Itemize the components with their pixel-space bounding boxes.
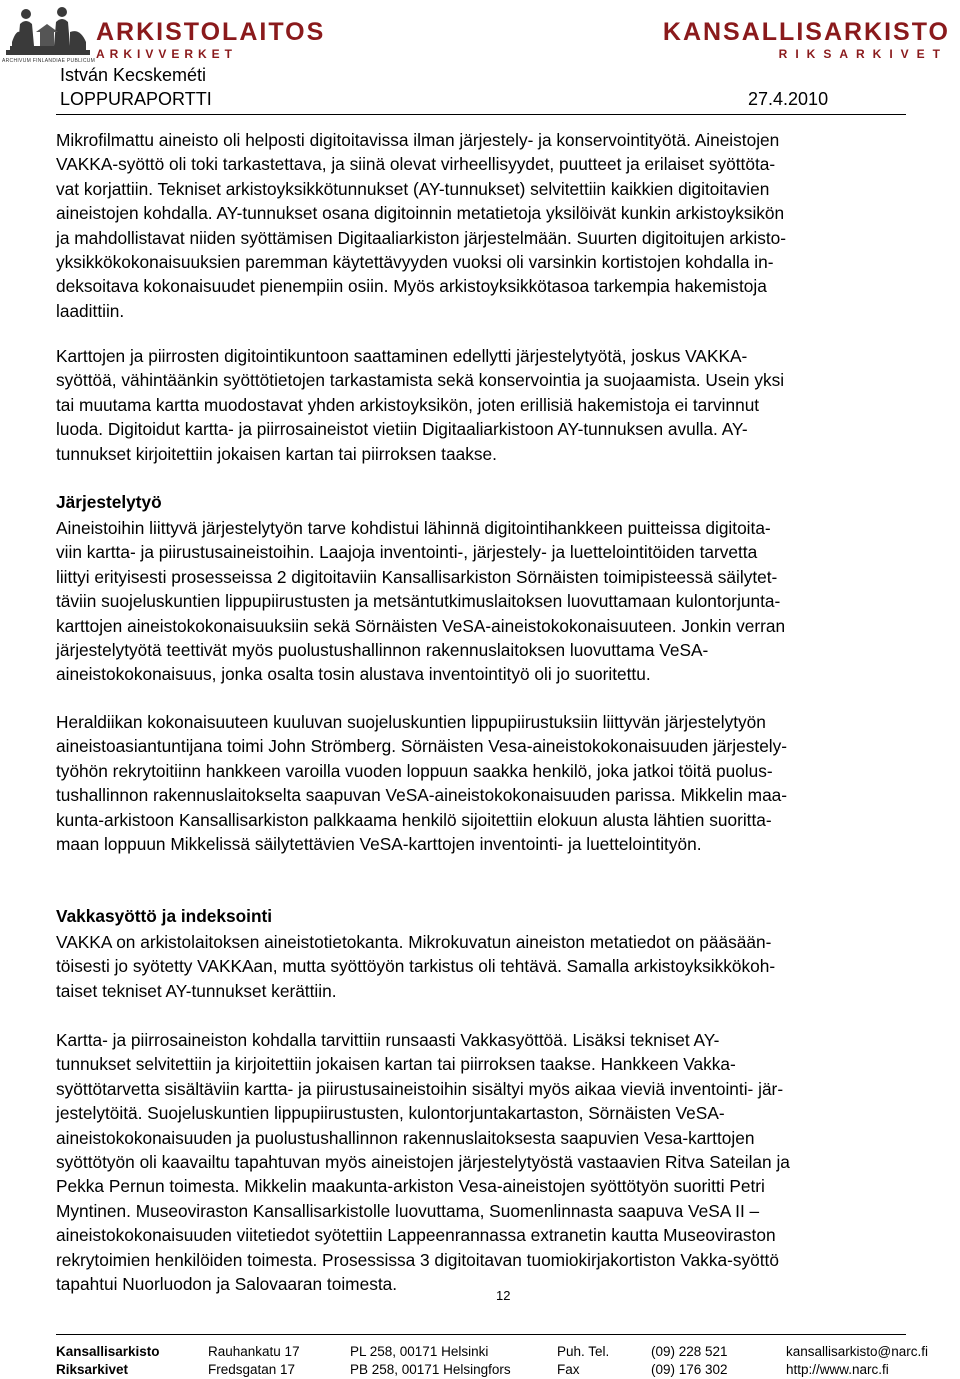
- text-line: karttojen aineistokokonaisuuksiin sekä Sörnäisten VeSA-aineistokokonaisuuteen. Jonkin verran: [56, 615, 786, 636]
- text-line: Heraldiikan kokonaisuuteen kuuluvan suojeluskuntien lippupiirustuksiin liittyvän järjestelytyön: [56, 712, 766, 732]
- text-line: kunta-arkistoon Kansallisarkiston palkkaama henkilö sijoitettiin elokuun alusta lähtien suoritta-: [56, 809, 772, 830]
- footer-postal-sv: PB 258, 00171 Helsingfors: [350, 1362, 511, 1377]
- author-name: István Kecskeméti: [60, 65, 207, 85]
- text-line: aineistokokonaisuuden viitetiedot syötettiin Lappeenrannassa extranetin kautta Museoviraston: [56, 1225, 776, 1246]
- text-line: luoda. Digitoidut kartta- ja piirrosaineistot vietiin Digitaaliarkistoon AY-tunnuksen avulla. AY-: [56, 419, 748, 440]
- report-date: 27.4.2010: [748, 89, 829, 109]
- text-line: yksikkökokonaisuuksien paremman käytettävyyden vuoksi oli varsinkin kortistojen kohdalla in-: [56, 252, 774, 273]
- paragraph: [56, 1028, 790, 1296]
- archive-emblem-logo: [2, 2, 94, 60]
- paragraph: [56, 516, 785, 687]
- text-line: Pekka Pernun toimesta. Mikkelin maakunta-arkiston Vesa-aineistojen syöttötyön suoritti Petri: [56, 1176, 765, 1197]
- text-line: syöttöä, vähintäänkin syöttötietojen tarkastamista sekä konservointia ja suojaamista. Usein yksi: [56, 370, 785, 391]
- text-line: syöttötarvetta sisältäviin kartta- ja piirustusaineistoihin sisältyi myös aikaa vieviä inventointi- jär-: [56, 1078, 784, 1099]
- footer-fax-number: (09) 176 302: [651, 1362, 728, 1377]
- text-line: liittyi erityisesti prosesseissa 2 digitoitaviin Kansallisarkiston Sörnäisten toimipisteessä säilytet-: [56, 566, 778, 587]
- text-line: aineistokokonaisuus, jonka osalta tosin alustava inventointityö oli jo suoritettu.: [56, 664, 651, 685]
- riksarkivet-logo-text: RIKSARKIVET: [778, 47, 948, 61]
- header-divider: [56, 114, 906, 115]
- section-heading: Vakkasyöttö ja indeksointi: [56, 906, 273, 926]
- footer-divider: [56, 1334, 906, 1335]
- text-line: tai muutama kartta muodostavat yhden arkistoyksikön, joten erillisiä hakemistoja ei tarvinnut: [56, 394, 760, 415]
- report-title: LOPPURAPORTTI: [60, 89, 212, 109]
- text-line: tapahtui Nuorluodon ja Salovaaran toimesta.: [56, 1274, 398, 1295]
- text-line: aineistoasiantuntijana toimi John Strömberg. Sörnäisten Vesa-aineistokokonaisuuden järjestely-: [56, 736, 788, 757]
- text-line: järjestelytyötä teettivät myös puolustushallinnon rakennuslaitoksen luovuttama VeSA-: [56, 640, 709, 661]
- page-header: [0, 0, 960, 120]
- text-line: tushallinnon rakennuslaitokselta saapuvan VeSA-aineistokokonaisuuden parissa. Mikkelin maa-: [56, 785, 788, 806]
- text-line: viin kartta- ja piirustusaineistoihin. Laajoja inventointi-, järjestely- ja luettelointitöiden tarvetta: [56, 542, 758, 563]
- text-line: aineistokokonaisuuden ja puolustushallinnon rakennuslaitoksesta saapuvien Vesa-karttojen: [56, 1127, 755, 1148]
- footer-phone-label: Puh. Tel.: [557, 1344, 610, 1359]
- text-line: maan loppuun Mikkelissä säilytettävien VeSA-karttojen inventointi- ja luettelointityön.: [56, 834, 702, 855]
- text-line: jestelytöitä. Suojeluskuntien lippupiirustusten, kulontorjuntakartaston, Sörnäisten VeSA-: [56, 1103, 725, 1124]
- footer-street-sv: Fredsgatan 17: [208, 1362, 296, 1377]
- paragraph: [56, 710, 787, 856]
- footer-postal-fi: PL 258, 00171 Helsinki: [350, 1344, 489, 1359]
- text-line: tunnukset selvitettiin ja kirjoitettiin jokaisen kartan tai piirroksen taakse. Hankkeen Vakka-: [56, 1054, 736, 1075]
- paragraph: [56, 930, 775, 1003]
- text-line: Karttojen ja piirrosten digitointikuntoon saattaminen edellytti järjestelytyötä, joskus VAKKA-: [56, 346, 748, 366]
- footer-email-link[interactable]: kansallisarkisto@narc.fi: [786, 1344, 929, 1359]
- text-line: VAKKA-syöttö oli toki tarkastettava, ja siinä olevat virheellisyydet, puutteet ja erilaiset syöttöta-: [56, 154, 776, 175]
- footer-org-fi: Kansallisarkisto: [56, 1344, 160, 1359]
- logo-caption: ARCHIVUM FINLANDIAE PUBLICUM: [2, 58, 96, 64]
- text-line: Aineistoihin liittyvä järjestelytyön tarve kohdistui lähinnä digitointihankkeen puitteissa digitoita-: [56, 518, 771, 538]
- kansallisarkisto-logo-text: KANSALLISARKISTO: [662, 18, 950, 46]
- text-line: täviin suojeluskuntien lippupiirustusten ja metsäntutkimuslaitoksen luovuttamaan kulontorjunta-: [56, 591, 781, 612]
- section-heading: Järjestelytyö: [56, 492, 162, 512]
- footer-org-sv: Riksarkivet: [56, 1362, 129, 1377]
- text-line: deksoitava kokonaisuudet pienempiin osiin. Myös arkistoyksikkötasoa tarkempia hakemistoja: [56, 276, 767, 297]
- page-number: 12: [496, 1288, 511, 1303]
- footer-street-fi: Rauhankatu 17: [208, 1344, 300, 1359]
- text-line: VAKKA on arkistolaitoksen aineistotietokanta. Mikrokuvatun aineiston metatiedot on pääsään-: [56, 932, 772, 952]
- arkivverket-logo-text: ARKIVVERKET: [96, 47, 238, 61]
- text-line: Mikrofilmattu aineisto oli helposti digitoitavissa ilman järjestely- ja konservointityötä. Aineistojen: [56, 130, 780, 150]
- paragraph: [56, 344, 784, 466]
- text-line: taiset tekniset AY-tunnukset kerättiin.: [56, 980, 337, 1001]
- text-line: työhön rekrytoitiinn hankkeen varoilla vuoden loppuun saakka henkilö, joka jatkoi töitä puolus-: [56, 760, 773, 781]
- footer-website-link[interactable]: http://www.narc.fi: [786, 1362, 889, 1377]
- text-line: Myntinen. Museoviraston Kansallisarkistolle luovuttama, Suomenlinnasta saapuva VeSA II –: [56, 1200, 760, 1221]
- text-line: tunnukset kirjoitettiin jokaisen kartan tai piirroksen taakse.: [56, 443, 497, 464]
- arkistolaitos-logo-text: ARKISTOLAITOS: [96, 18, 326, 46]
- text-line: syöttötyön oli kaavailtu tapahtuvan myös aineistojen järjestelytyöstä vastaavien Ritva Sateilan ja: [56, 1152, 790, 1173]
- paragraph: [56, 128, 786, 323]
- footer-phone-number: (09) 228 521: [651, 1344, 728, 1359]
- text-line: aineistojen kohdalla. AY-tunnukset osana digitoinnin metatietoja yksilöivät kunkin arkistoyksikön: [56, 203, 785, 224]
- text-line: laadittiin.: [56, 300, 125, 321]
- text-line: Kartta- ja piirrosaineiston kohdalla tarvittiin runsaasti Vakkasyöttöä. Lisäksi tekniset AY-: [56, 1030, 720, 1050]
- text-line: rekrytoimien henkilöiden toimesta. Prosessissa 3 digitoitavan tuomiokirjakortiston Vakka-syöttö: [56, 1249, 779, 1270]
- text-line: töisesti jo syötetty VAKKAan, mutta syöttöyön tarkistus oli tehtävä. Samalla arkistoyksikkökoh-: [56, 956, 776, 977]
- footer-fax-label: Fax: [557, 1362, 580, 1377]
- text-line: vat korjattiin. Tekniset arkistoyksikkötunnukset (AY-tunnukset) selvitettiin kaikkien digitoitavien: [56, 178, 770, 199]
- text-line: ja mahdollistavat niiden syöttämisen Digitaaliarkiston järjestelmään. Suurten digitoitujen arkisto-: [56, 227, 787, 248]
